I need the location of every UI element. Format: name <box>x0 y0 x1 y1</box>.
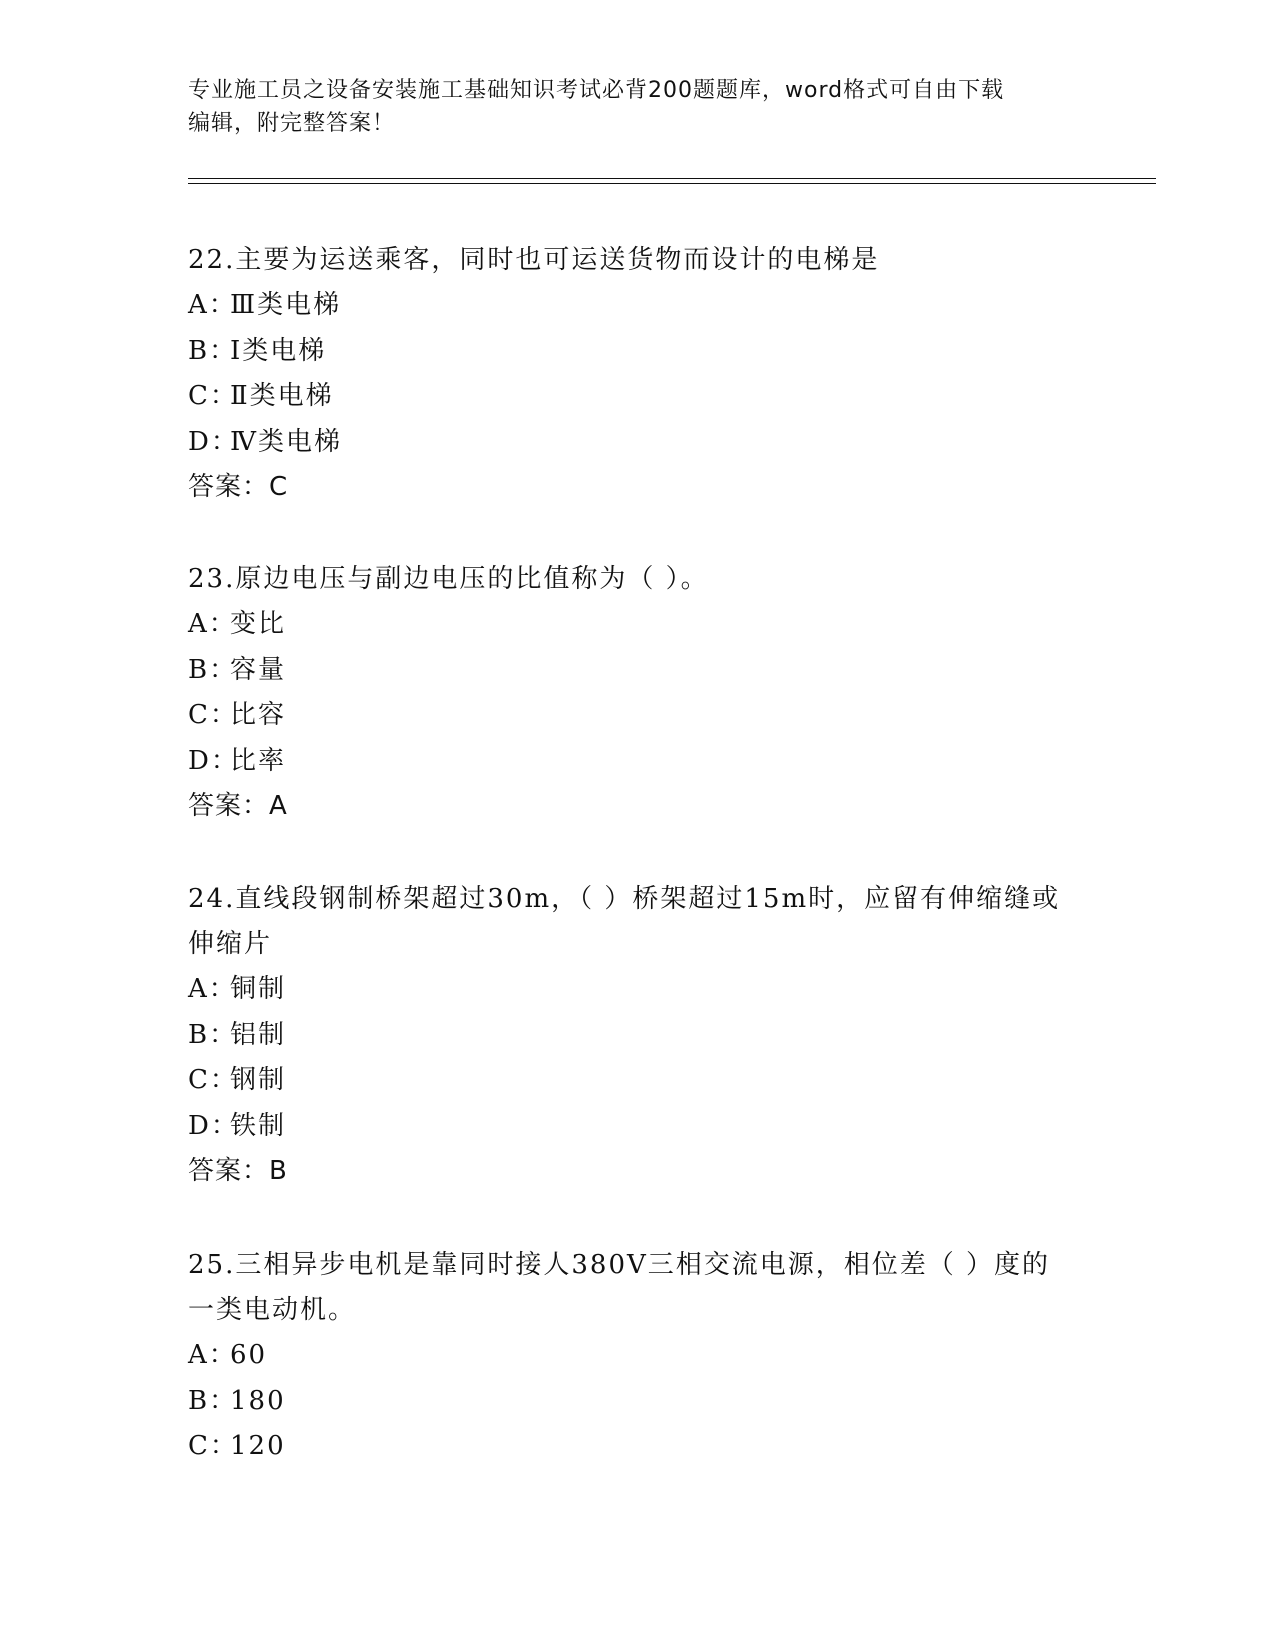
option-a <box>188 602 1088 648</box>
option-text: 180 <box>230 1385 286 1416</box>
option-text: Ⅳ类电梯 <box>230 426 342 457</box>
header-line-2: 编辑，附完整答案！ <box>188 111 396 136</box>
option-letter: B： <box>188 654 238 685</box>
header-divider-bottom <box>188 183 1156 184</box>
option-text: 比容 <box>230 700 287 730</box>
question-stem-line: 直线段钢制桥架超过30m，（ ）桥架超过15m时，应留有伸缩缝或 <box>235 884 1061 914</box>
option-letter: C： <box>188 381 238 411</box>
question-stem <box>188 877 1088 922</box>
option-c <box>188 693 1088 739</box>
option-letter: C： <box>188 1065 238 1095</box>
answer-line: 答案：A <box>188 791 288 821</box>
question-stem <box>188 1243 1088 1288</box>
question-stem <box>188 238 1088 283</box>
option-letter: A： <box>188 974 237 1004</box>
question-23 <box>188 557 1088 830</box>
option-b <box>188 1379 1088 1425</box>
option-text: Ⅲ类电梯 <box>230 290 342 320</box>
option-letter: D： <box>188 1110 239 1141</box>
option-text: Ⅱ类电梯 <box>230 381 334 411</box>
option-text: 比率 <box>230 745 287 776</box>
option-text: Ⅰ类电梯 <box>230 335 327 366</box>
option-letter: C： <box>188 700 238 730</box>
option-d <box>188 420 1088 466</box>
option-text: 容量 <box>230 654 287 685</box>
option-a <box>188 1333 1088 1379</box>
option-letter: A： <box>188 609 237 639</box>
option-d <box>188 1104 1088 1150</box>
question-stem-continuation: 一类电动机。 <box>188 1295 357 1325</box>
question-stem-continuation: 伸缩片 <box>188 929 273 959</box>
option-letter: B： <box>188 1385 238 1416</box>
option-c <box>188 1058 1088 1104</box>
option-a <box>188 283 1088 329</box>
option-letter: D： <box>188 426 239 457</box>
option-c <box>188 374 1088 420</box>
question-number: 24. <box>188 884 236 914</box>
option-text: 60 <box>230 1340 268 1370</box>
option-text: 铝制 <box>230 1019 287 1050</box>
option-text: 铁制 <box>230 1110 287 1141</box>
option-text: 钢制 <box>230 1065 287 1095</box>
option-text: 铜制 <box>230 974 287 1004</box>
option-b <box>188 329 1088 375</box>
option-b <box>188 1013 1088 1059</box>
option-d <box>188 739 1088 785</box>
option-c <box>188 1424 1088 1470</box>
option-letter: A： <box>188 1340 237 1370</box>
option-text: 120 <box>230 1431 286 1461</box>
question-number: 23. <box>188 564 236 594</box>
option-a <box>188 967 1088 1013</box>
question-22 <box>188 238 1088 511</box>
question-stem-line: 原边电压与副边电压的比值称为（ ）。 <box>235 564 709 594</box>
option-letter: D： <box>188 745 239 776</box>
option-text: 变比 <box>230 609 287 639</box>
question-25 <box>188 1243 1088 1470</box>
question-number: 22. <box>188 245 236 275</box>
option-letter: C： <box>188 1431 238 1461</box>
header-divider-top <box>188 178 1156 179</box>
answer-line: 答案：C <box>188 472 289 502</box>
document-header <box>188 74 1088 140</box>
question-24 <box>188 877 1088 1195</box>
option-b <box>188 648 1088 694</box>
option-letter: A： <box>188 290 237 320</box>
question-number: 25. <box>188 1250 236 1280</box>
option-letter: B： <box>188 335 238 366</box>
question-stem-line: 三相异步电机是靠同时接人380V三相交流电源，相位差（ ）度的 <box>235 1250 1051 1280</box>
option-letter: B： <box>188 1019 238 1050</box>
question-stem-line: 主要为运送乘客，同时也可运送货物而设计的电梯是 <box>235 245 880 275</box>
header-line-1: 专业施工员之设备安装施工基础知识考试必背200题题库，word格式可自由下载 <box>188 78 1005 103</box>
answer-line: 答案：B <box>188 1156 288 1186</box>
question-stem <box>188 557 1088 602</box>
